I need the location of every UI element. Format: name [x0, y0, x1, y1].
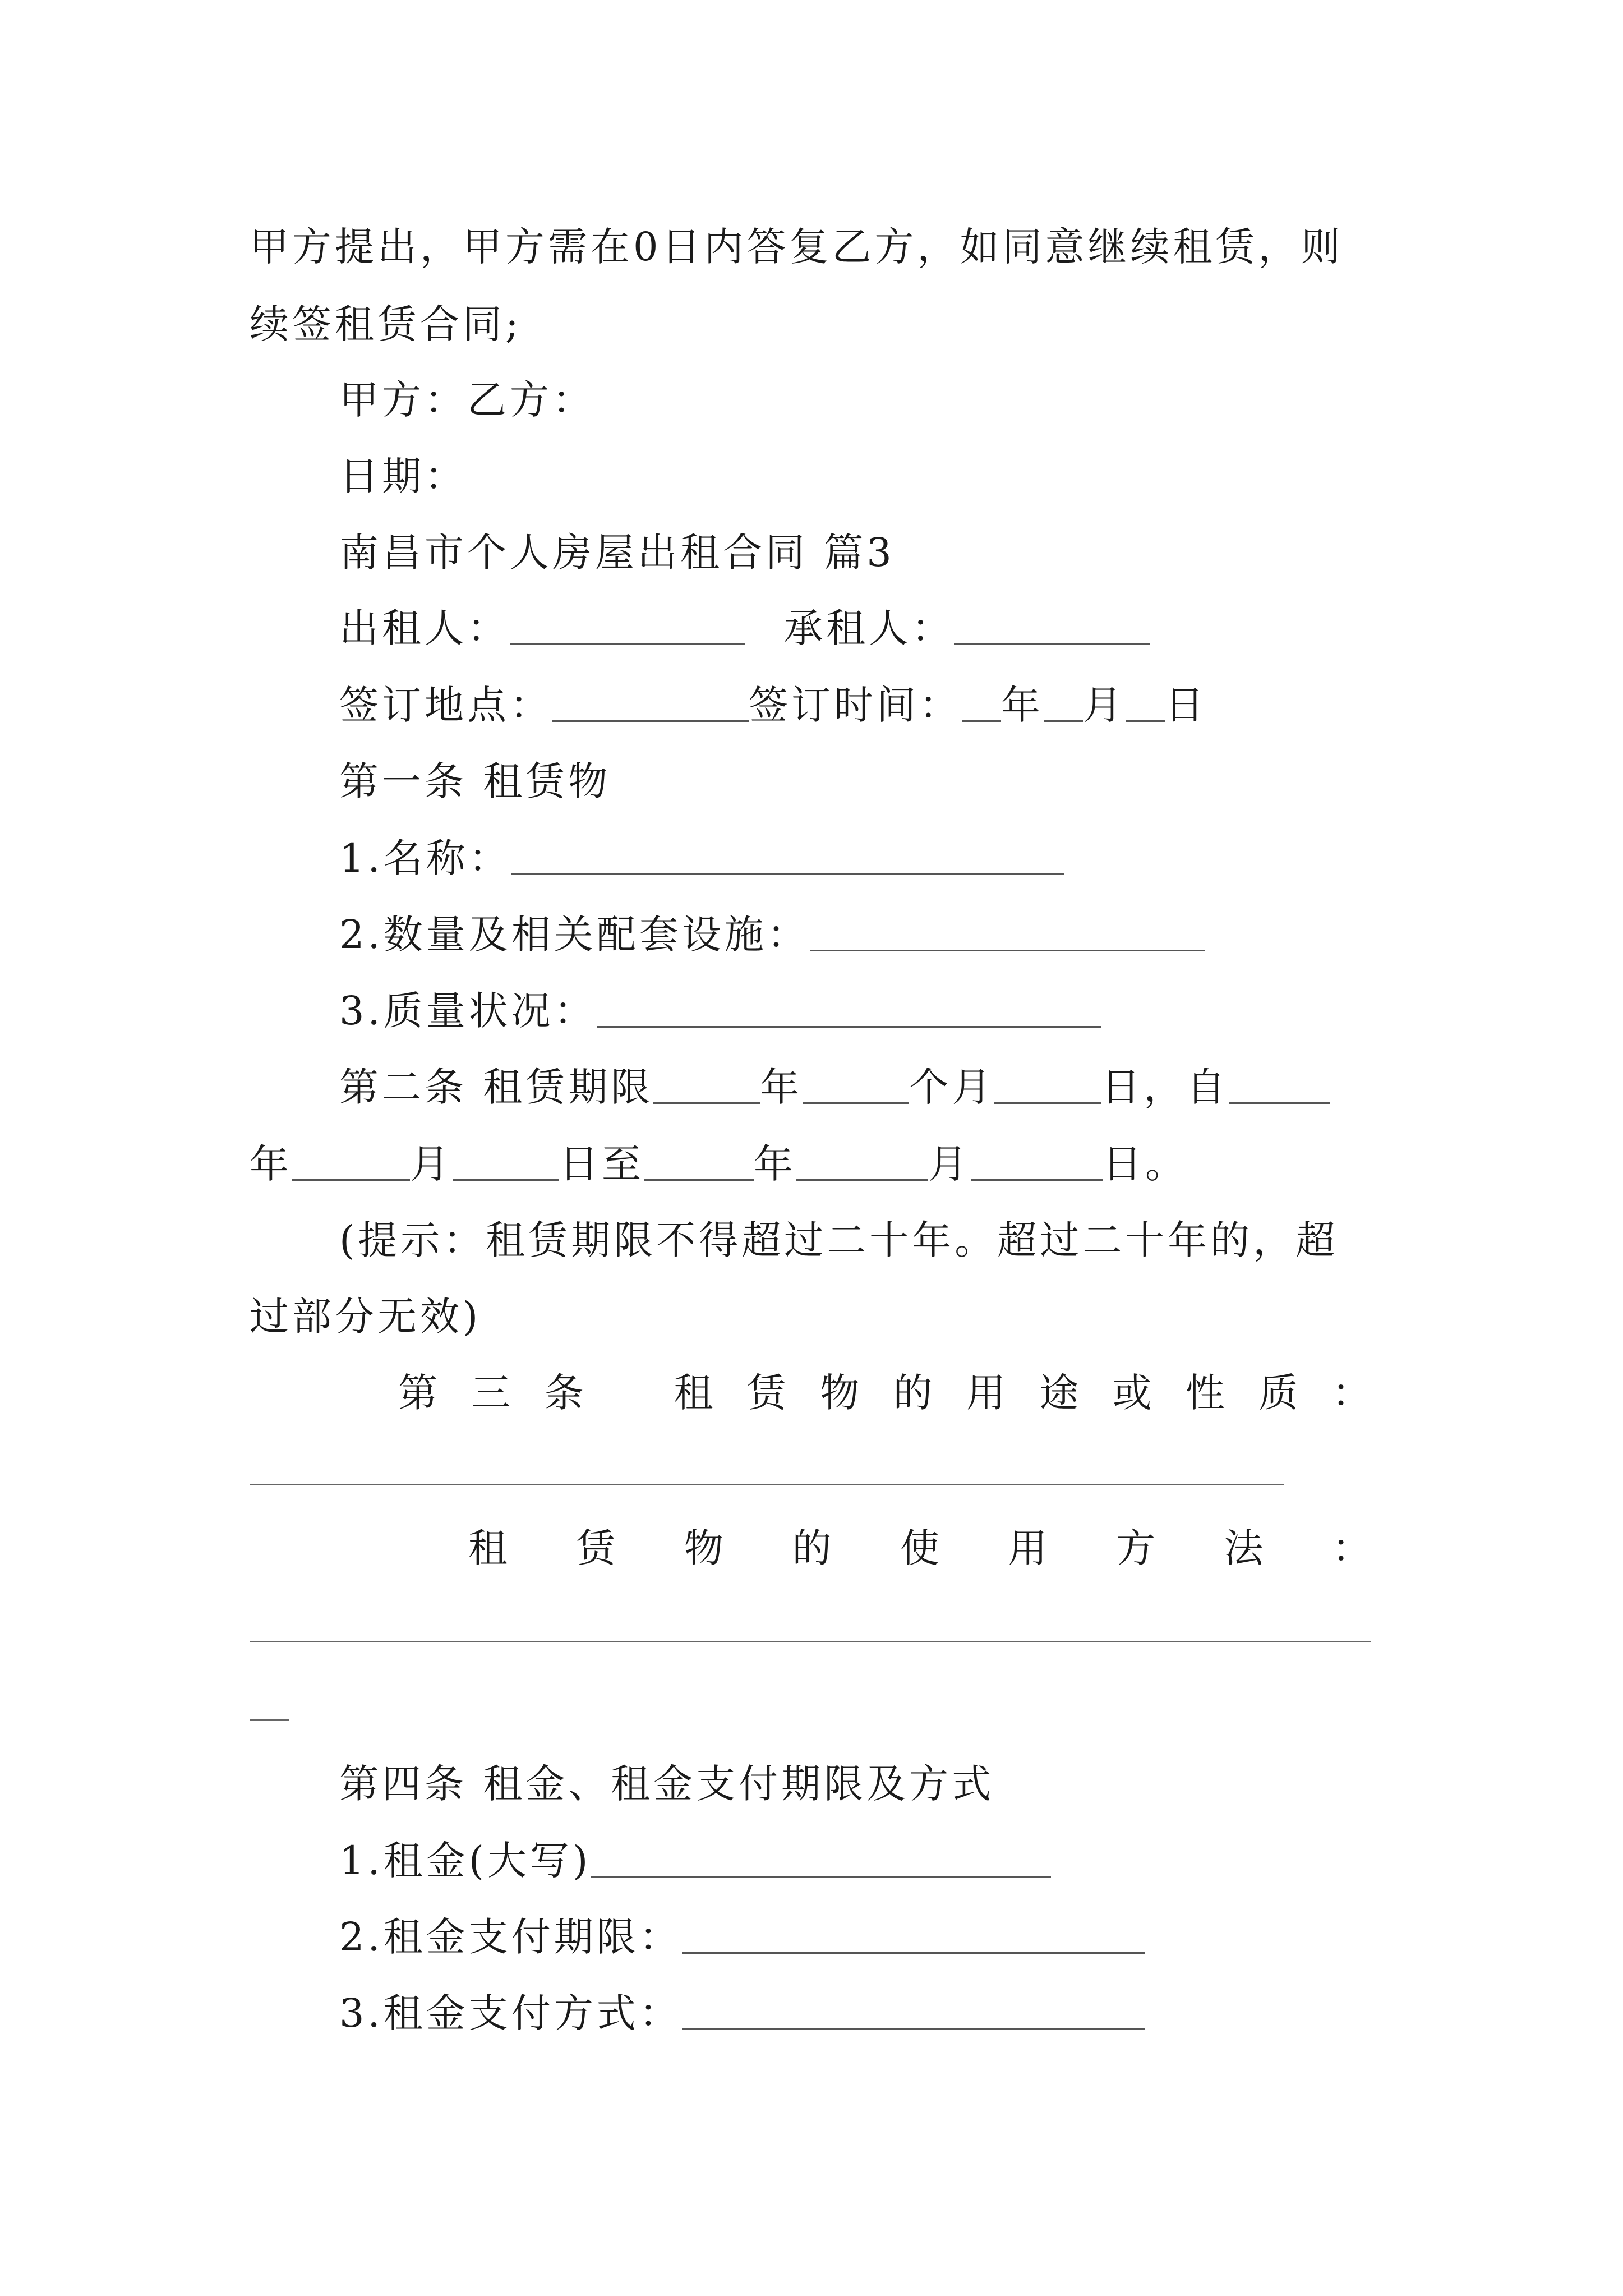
quantity-blank[interactable]: [810, 916, 1205, 951]
year-label: 年: [1001, 682, 1044, 728]
article-2-line-1: [339, 1064, 1330, 1110]
party-row: [339, 605, 1150, 651]
article-1-title: 第一条 租赁物: [339, 758, 611, 804]
usage-blank-line[interactable]: [250, 1484, 1284, 1485]
article-4-item-1: [339, 1838, 1051, 1884]
article-3-char: 质: [1258, 1370, 1298, 1416]
article-3-char: 或: [1112, 1370, 1152, 1416]
end-day-blank[interactable]: [971, 1145, 1103, 1181]
sign-time-label: 签订时间：: [749, 682, 962, 728]
usage-method-char: 用: [1008, 1525, 1048, 1571]
article-2-line-2: [250, 1141, 1188, 1187]
usage-method-char: 的: [792, 1525, 832, 1571]
sign-day-blank[interactable]: [1126, 687, 1165, 722]
article-3-char: [617, 1373, 640, 1412]
usage-method-blank-line[interactable]: [250, 1641, 1371, 1642]
usage-method-char: ：: [1332, 1525, 1371, 1571]
item-label: 1.名称：: [339, 835, 511, 881]
item-label: 1.租金(大写): [339, 1838, 592, 1884]
months-blank[interactable]: [803, 1069, 909, 1104]
months-label: 个月: [909, 1064, 995, 1110]
name-blank[interactable]: [511, 840, 1064, 875]
end-year-blank[interactable]: [644, 1145, 754, 1181]
day-label: 日: [1165, 682, 1207, 728]
year-label: 年: [754, 1141, 796, 1187]
end-label: 日。: [1103, 1141, 1188, 1187]
day-to-label: 日至: [559, 1141, 644, 1187]
lessor-label: 出租人：: [339, 605, 510, 651]
lessor-blank[interactable]: [510, 610, 745, 645]
month-label: 月: [410, 1141, 453, 1187]
article-4-title: 第四条 租金、租金支付期限及方式: [339, 1761, 995, 1807]
article-2-prefix: 第二条 租赁期限: [339, 1064, 654, 1110]
article-3-char: 的: [893, 1370, 933, 1416]
start-month-blank[interactable]: [292, 1145, 410, 1181]
paragraph-line: 甲方提出，甲方需在0日内答复乙方，如同意继续租赁，则: [250, 224, 1344, 270]
sign-month-blank[interactable]: [1044, 687, 1083, 722]
article-1-item-1: [339, 835, 1064, 881]
article-3-title: [398, 1370, 1371, 1416]
usage-method-label: [468, 1525, 1371, 1571]
quality-blank[interactable]: [597, 992, 1101, 1028]
date-label: 日期：: [339, 453, 467, 499]
sign-year-blank[interactable]: [962, 687, 1001, 722]
usage-method-char: 赁: [576, 1525, 616, 1571]
signing-row: [339, 682, 1207, 728]
year-label: 年: [250, 1141, 292, 1187]
sign-place-blank[interactable]: [552, 687, 749, 722]
usage-method-char: 法: [1224, 1525, 1264, 1571]
years-blank[interactable]: [653, 1069, 760, 1104]
item-label: 3.质量状况：: [339, 988, 597, 1034]
item-label: 2.数量及相关配套设施：: [339, 912, 810, 958]
article-3-char: 第: [398, 1370, 437, 1416]
end-month-blank[interactable]: [796, 1145, 928, 1181]
usage-method-char: 使: [900, 1525, 939, 1571]
lessee-blank[interactable]: [954, 610, 1150, 645]
paragraph-line: 续签租赁合同;: [250, 301, 522, 347]
payment-period-blank[interactable]: [682, 1918, 1145, 1954]
article-1-item-3: [339, 988, 1101, 1034]
item-label: 2.租金支付期限：: [339, 1914, 682, 1960]
sign-parties: 甲方：乙方：: [339, 377, 595, 423]
month-label: 月: [1083, 682, 1126, 728]
article-4-item-3: [339, 1990, 1145, 2036]
month-label: 月: [928, 1141, 971, 1187]
article-3-char: ：: [1331, 1370, 1371, 1416]
year-label: 年: [760, 1064, 803, 1110]
article-1-item-2: [339, 912, 1205, 958]
article-3-char: 三: [471, 1370, 511, 1416]
usage-method-char: 方: [1116, 1525, 1155, 1571]
days-blank[interactable]: [994, 1069, 1101, 1104]
day-from-label: 日，自: [1101, 1064, 1229, 1110]
start-year-blank[interactable]: [1229, 1069, 1330, 1104]
payment-method-blank[interactable]: [682, 1995, 1145, 2030]
article-3-char: 赁: [746, 1370, 786, 1416]
usage-method-char: 租: [468, 1525, 508, 1571]
article-3-char: 性: [1186, 1370, 1225, 1416]
article-3-char: 用: [966, 1370, 1006, 1416]
article-3-char: 条: [544, 1370, 584, 1416]
section-title: 南昌市个人房屋出租合同 篇3: [339, 530, 895, 576]
sign-place-label: 签订地点：: [339, 682, 552, 728]
usage-method-blank-line-end[interactable]: [250, 1719, 289, 1721]
lessee-label: 承租人：: [783, 605, 955, 651]
tip-line: 过部分无效): [250, 1294, 482, 1340]
item-label: 3.租金支付方式：: [339, 1990, 682, 2036]
usage-method-char: 物: [684, 1525, 723, 1571]
tip-line: (提示：租赁期限不得超过二十年。超过二十年的，超: [339, 1217, 1339, 1263]
start-day-blank[interactable]: [453, 1145, 559, 1181]
article-3-char: 物: [820, 1370, 860, 1416]
article-3-char: 租: [674, 1370, 713, 1416]
article-3-char: 途: [1039, 1370, 1079, 1416]
article-4-item-2: [339, 1914, 1145, 1960]
rent-amount-blank[interactable]: [591, 1842, 1051, 1878]
